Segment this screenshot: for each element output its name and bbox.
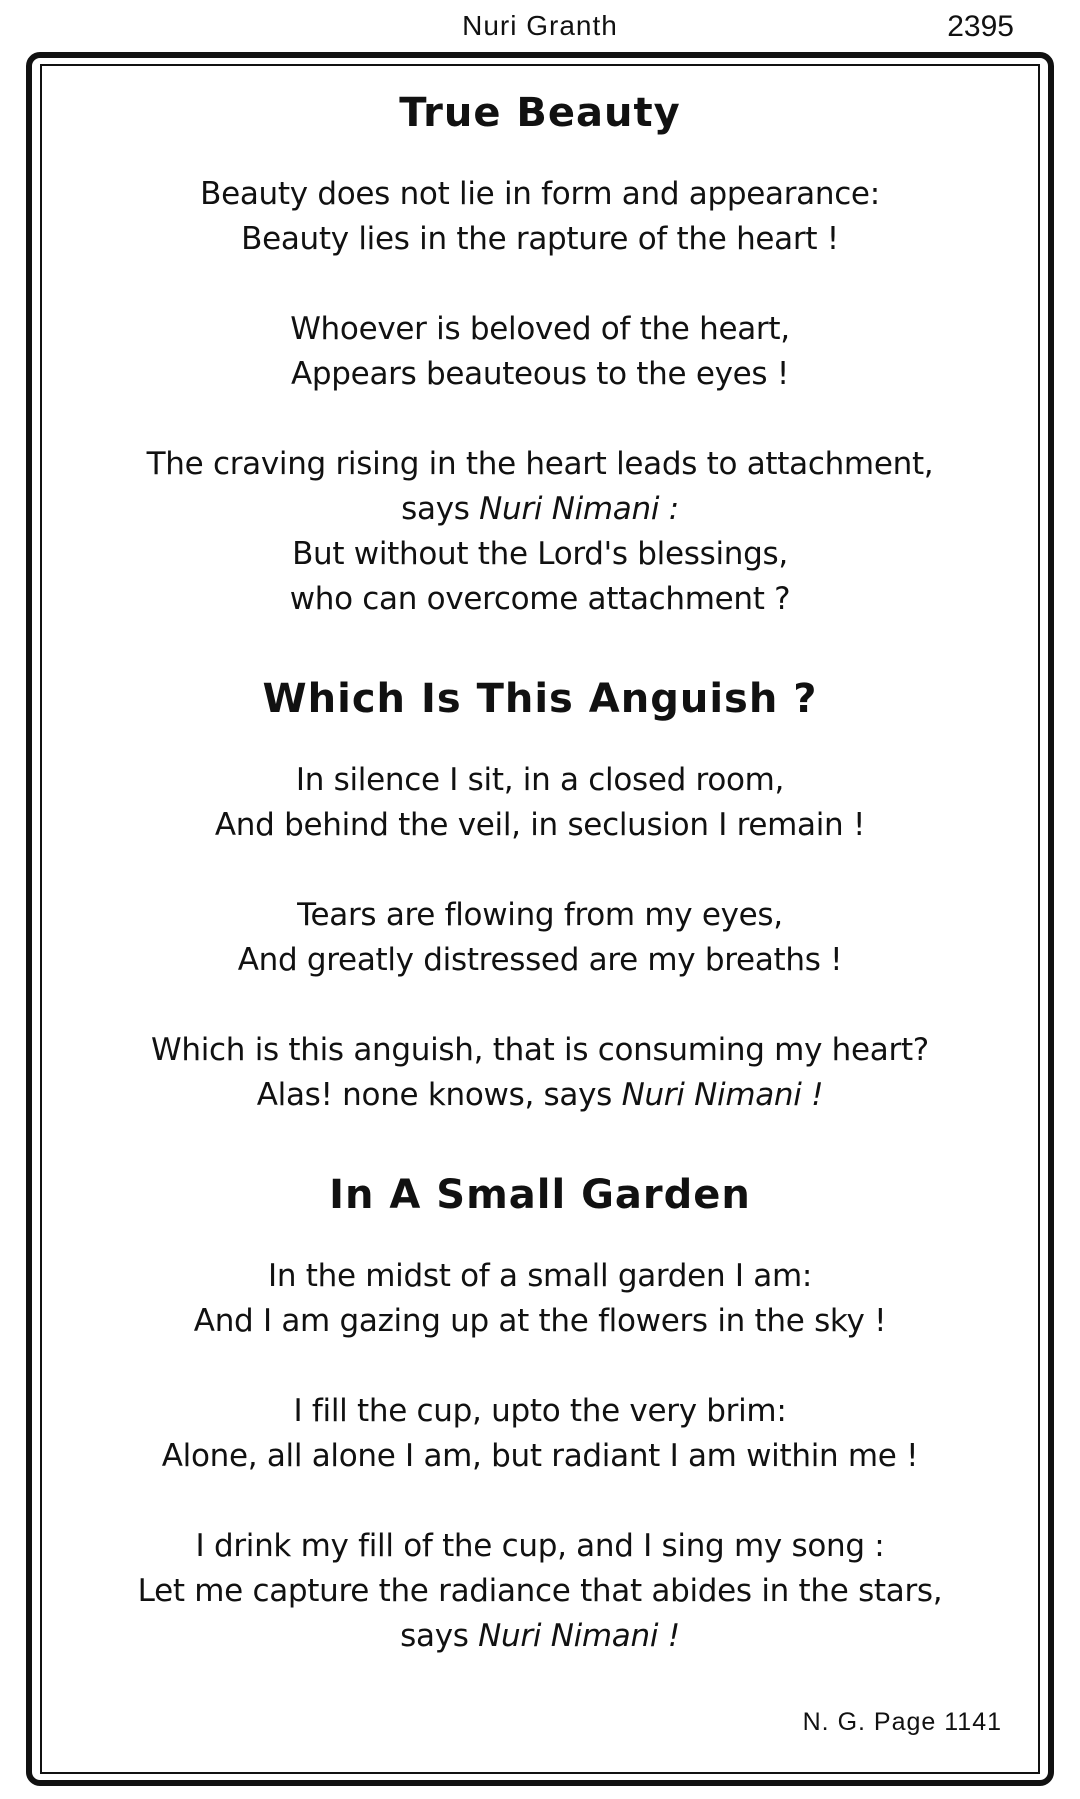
verse-line: Beauty lies in the rapture of the heart ! — [241, 221, 839, 257]
verse-line: Whoever is beloved of the heart, — [290, 311, 790, 347]
poem-title: In A Small Garden — [329, 1172, 751, 1218]
poem-title: Which Is This Anguish ? — [262, 676, 818, 722]
verse-line: But without the Lord's blessings, — [292, 536, 788, 572]
page-reference: N. G. Page 1141 — [802, 1708, 1002, 1736]
stanza — [42, 1254, 1038, 1344]
poem — [42, 88, 1038, 622]
verse-line: Beauty does not lie in form and appearance: — [200, 176, 880, 212]
poem-title: True Beauty — [399, 90, 681, 136]
verse-line: says Nuri Nimani ! — [400, 1618, 680, 1654]
verse-line: Let me capture the radiance that abides in the stars, — [137, 1573, 943, 1609]
poet-name: Nuri Nimani ! — [478, 1618, 680, 1654]
running-head — [0, 0, 1080, 50]
poem — [42, 1170, 1038, 1659]
verse-line: Appears beauteous to the eyes ! — [291, 356, 789, 392]
verse-line: I drink my fill of the cup, and I sing my song : — [195, 1528, 885, 1564]
verse-line: I fill the cup, upto the very brim: — [293, 1393, 787, 1429]
stanza — [42, 893, 1038, 983]
stanza — [42, 1028, 1038, 1118]
stanza — [42, 307, 1038, 397]
verse-line: And greatly distressed are my breaths ! — [237, 942, 843, 978]
poem — [42, 674, 1038, 1118]
verse-line: says Nuri Nimani : — [401, 491, 679, 527]
stanza — [42, 172, 1038, 262]
verse-line: who can overcome attachment ? — [289, 581, 791, 617]
stanza — [42, 1389, 1038, 1479]
verse-line: And I am gazing up at the flowers in the sky ! — [193, 1303, 887, 1339]
stanza — [42, 758, 1038, 848]
page-number: 2395 — [947, 10, 1014, 43]
verse-line: In the midst of a small garden I am: — [268, 1258, 812, 1294]
stanza — [42, 1524, 1038, 1659]
verse-line: And behind the veil, in seclusion I remain ! — [214, 807, 866, 843]
verse-line: Which is this anguish, that is consuming my heart? — [151, 1032, 929, 1068]
verse-line: The craving rising in the heart leads to attachment, — [146, 446, 934, 482]
book-title: Nuri Granth — [462, 10, 618, 41]
verse-line: Tears are flowing from my eyes, — [297, 897, 783, 933]
poems-container — [42, 66, 1038, 1659]
poet-name: Nuri Nimani : — [479, 491, 679, 527]
verse-line: In silence I sit, in a closed room, — [295, 762, 785, 798]
verse-line: Alas! none knows, says Nuri Nimani ! — [256, 1077, 824, 1113]
verse-line: Alone, all alone I am, but radiant I am within me ! — [161, 1438, 919, 1474]
stanza — [42, 442, 1038, 622]
poet-name: Nuri Nimani ! — [621, 1077, 824, 1113]
